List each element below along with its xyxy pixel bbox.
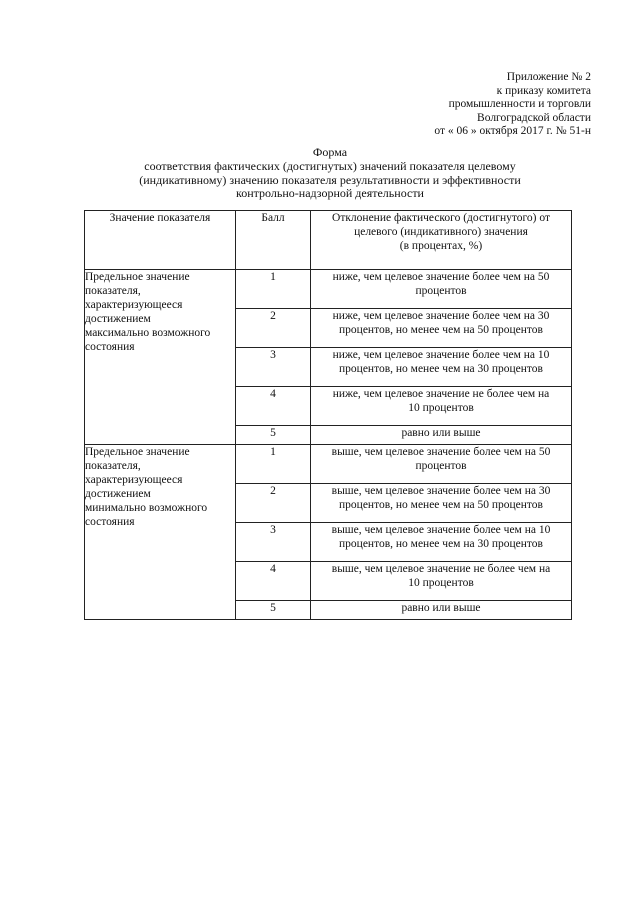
header-deviation-line: целевого (индикативного) значения <box>354 226 528 238</box>
indicator-cell-min <box>85 445 236 620</box>
deviation-cell <box>311 426 572 445</box>
deviation-line: выше, чем целевое значение более чем на 30 <box>331 485 551 497</box>
appendix-line: к приказу комитета <box>496 84 591 97</box>
indicator-line: Предельное значение <box>85 446 190 458</box>
deviation-line: процентов, но менее чем на 30 процентов <box>339 538 543 550</box>
score-cell: 2 <box>236 309 311 348</box>
indicator-line: достижением <box>85 488 151 500</box>
header-indicator-label: Значение показателя <box>109 212 211 224</box>
deviation-cell <box>311 309 572 348</box>
title-line: (индикативному) значению показателя результативности и эффективности <box>139 172 521 187</box>
deviation-line: выше, чем целевое значение не более чем на <box>331 563 551 575</box>
score-cell: 1 <box>236 445 311 484</box>
deviation-line: процентов <box>415 460 467 472</box>
indicator-line: максимально возможного <box>85 327 211 339</box>
document-title <box>120 146 540 201</box>
indicator-line: показателя, <box>85 285 141 297</box>
deviation-cell <box>311 445 572 484</box>
score-cell: 2 <box>236 484 311 523</box>
table-row <box>85 270 572 309</box>
deviation-cell <box>311 484 572 523</box>
header-deviation-line: (в процентах, %) <box>399 240 483 252</box>
deviation-line: выше, чем целевое значение более чем на 50 <box>331 446 551 458</box>
deviation-cell <box>311 387 572 426</box>
indicator-line: достижением <box>85 313 151 325</box>
deviation-line: ниже, чем целевое значение более чем на 10 <box>332 349 550 361</box>
deviation-cell <box>311 601 572 620</box>
deviation-line: процентов, но менее чем на 50 процентов <box>339 499 543 511</box>
score-cell: 4 <box>236 387 311 426</box>
indicator-cell-max <box>85 270 236 445</box>
indicator-line: Предельное значение <box>85 271 190 283</box>
appendix-line: промышленности и торговли <box>448 98 591 111</box>
table-row <box>85 445 572 484</box>
indicator-line: показателя, <box>85 460 141 472</box>
indicator-line: минимально возможного <box>85 502 208 514</box>
deviation-line: ниже, чем целевое значение более чем на 30 <box>332 310 550 322</box>
title-line: контрольно-надзорной деятельности <box>236 186 424 201</box>
deviation-line: процентов, но менее чем на 50 процентов <box>339 324 543 336</box>
deviation-line: процентов, но менее чем на 30 процентов <box>339 363 543 375</box>
appendix-line: от « 06 » октября 2017 г. № 51-н <box>434 125 591 138</box>
score-cell: 4 <box>236 562 311 601</box>
indicator-line: состояния <box>85 516 135 528</box>
title-line: Форма <box>312 145 348 159</box>
deviation-cell <box>311 523 572 562</box>
header-deviation-line: Отклонение фактического (достигнутого) от <box>332 212 550 224</box>
header-score <box>236 211 311 270</box>
score-cell: 3 <box>236 523 311 562</box>
deviation-line: выше, чем целевое значение более чем на 10 <box>331 524 551 536</box>
deviation-line: ниже, чем целевое значение не более чем на <box>332 388 550 400</box>
appendix-line: Приложение № 2 <box>506 71 591 83</box>
deviation-line: равно или выше <box>401 602 481 614</box>
indicator-line: характеризующееся <box>85 474 183 486</box>
score-cell: 1 <box>236 270 311 309</box>
header-indicator <box>85 211 236 270</box>
header-deviation <box>311 211 572 270</box>
appendix-reference <box>434 71 591 139</box>
indicator-line: характеризующееся <box>85 299 183 311</box>
deviation-cell <box>311 562 572 601</box>
deviation-cell <box>311 348 572 387</box>
score-cell: 5 <box>236 426 311 445</box>
indicator-line: состояния <box>85 341 135 353</box>
score-cell: 3 <box>236 348 311 387</box>
deviation-line: ниже, чем целевое значение более чем на 50 <box>332 271 550 283</box>
title-line: соответствия фактических (достигнутых) значений показателя целевому <box>144 158 516 173</box>
table-header-row <box>85 211 572 270</box>
deviation-line: процентов <box>415 285 467 297</box>
evaluation-table <box>84 210 572 620</box>
appendix-line: Волгоградской области <box>477 111 591 124</box>
deviation-line: 10 процентов <box>408 577 474 589</box>
deviation-line: 10 процентов <box>408 402 474 414</box>
score-cell: 5 <box>236 601 311 620</box>
deviation-line: равно или выше <box>401 427 481 439</box>
deviation-cell <box>311 270 572 309</box>
header-score-label: Балл <box>261 212 285 224</box>
